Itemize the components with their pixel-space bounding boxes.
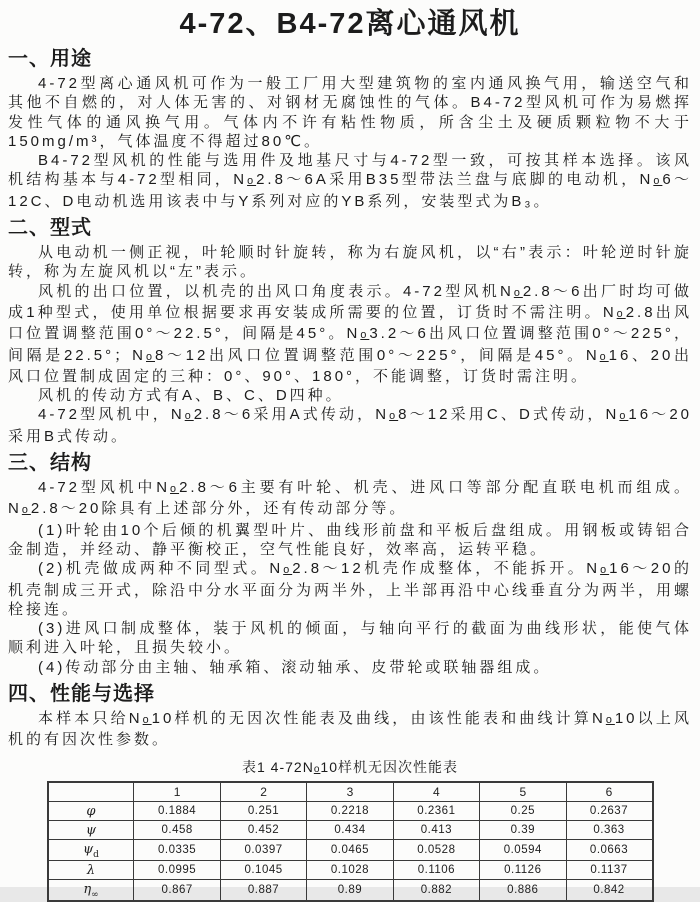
numero-sign: No: [128, 710, 152, 728]
paragraph: B4-72型风机的性能与选用件及地基尺寸与4-72型一致，可按其样本选择。该风机结构基本与4-72型相同，No2.8～6A采用B35型带法兰盘与底脚的电动机，No6～12C、D电动机选用该表中与Y系列对应的YB系列，安装型式为B₃。: [8, 152, 693, 210]
numero-sign: No: [591, 710, 615, 728]
column-header: 5: [480, 782, 566, 802]
paragraph: (2)机壳做成两种不同型式。No2.8～12机壳作成整体，不能拆开。No16～20的机壳制成三开式，除沿中分水平面分为两半外，上半部再沿中心线垂直分为两半，用螺栓接连。: [8, 560, 693, 618]
value-cell: 0.0528: [393, 839, 479, 860]
numero-sign: No: [639, 171, 663, 189]
section-heading-2: 二、型式: [8, 217, 92, 240]
value-cell: 0.0397: [220, 839, 306, 860]
table-body: [48, 801, 653, 901]
value-cell: 0.39: [480, 820, 566, 839]
value-cell: 0.1126: [480, 860, 566, 879]
paragraph: 4-72型离心通风机可作为一般工厂用大型建筑物的室内通风换气用，输送空气和其他不自燃的，对人体无害的、对钢材无腐蚀性的气体。B4-72型风机可作为易燃挥发性气体的通风换气用。气体内不许有粘性物质，所含尘土及硬质颗粒物不大于150mg/m³，气体温度不得超过80℃。: [8, 75, 692, 150]
table-row: [48, 820, 653, 839]
numero-sign: No: [8, 500, 31, 518]
numero-sign: No: [156, 479, 180, 497]
paragraph: 风机的传动方式有A、B、C、D四种。: [38, 387, 344, 405]
value-cell: 0.1045: [220, 860, 306, 879]
value-cell: 0.0995: [134, 860, 220, 879]
value-cell: 0.25: [480, 801, 566, 820]
numero-sign: No: [132, 346, 156, 364]
table-row: [48, 860, 653, 879]
value-cell: 0.413: [393, 820, 479, 839]
value-cell: 0.1028: [307, 860, 393, 879]
numero-sign: No: [233, 171, 257, 189]
table-head: [48, 782, 653, 802]
numero-sign: No: [499, 282, 523, 300]
row-label: [48, 879, 134, 901]
paragraph: (1)叶轮由10个后倾的机翼型叶片、曲线形前盘和平板后盘组成。用钢板或铸铝合金制造，并经动、静平衡校正，空气性能良好，效率高，运转平稳。: [8, 521, 692, 558]
symbol-subscript: ∞: [91, 889, 99, 900]
paragraph: (3)进风口制成整体，装于风机的倾面，与轴向平行的截面为曲线形状，能使气体顺利进入叶轮，且损失较小。: [8, 620, 692, 657]
numero-sign: No: [302, 758, 321, 775]
row-label: [48, 820, 134, 839]
paragraph: 风机的出口位置，以机壳的出风口角度表示。4-72型风机No2.8～6出厂时均可做成1种型式，使用单位根据要求再安装成所需要的位置，订货时不需注明。No2.8出风口位置调整范围0°～22.5°，间隔是45°。No3.2～6出风口位置调整范围0°～225°，间隔是22.5°；No8～12出风口位置调整范围0°～225°，间隔是45°。No16、20出风口位置制成固定的三种：0°、90°、180°，不能调整，订货时需注明。: [8, 282, 692, 385]
value-cell: 0.1137: [566, 860, 652, 879]
greek-symbol: ψ: [82, 841, 94, 857]
value-cell: 0.251: [220, 801, 306, 820]
value-cell: 0.867: [134, 879, 220, 901]
greek-symbol: φ: [86, 803, 96, 819]
value-cell: 0.886: [480, 879, 566, 901]
value-cell: 0.434: [307, 820, 393, 839]
numero-sign: No: [605, 406, 629, 424]
document-body: [8, 47, 692, 750]
numero-sign: No: [375, 406, 399, 424]
value-cell: 0.89: [307, 879, 393, 901]
paragraph: (4)传动部分由主轴、轴承箱、滚动轴承、皮带轮或联轴器组成。: [38, 658, 552, 676]
table-caption: 表1 4-72No10样机无因次性能表: [241, 758, 458, 775]
symbol-subscript: d: [93, 849, 99, 860]
numero-sign: No: [346, 325, 370, 343]
value-cell: 0.452: [220, 820, 306, 839]
numero-sign: No: [585, 346, 609, 364]
numero-sign: No: [170, 406, 194, 424]
value-cell: 0.0335: [134, 839, 220, 860]
greek-symbol: ψ: [85, 822, 97, 838]
value-cell: 0.882: [393, 879, 479, 901]
table-row: [48, 801, 653, 820]
row-label: [48, 839, 134, 860]
value-cell: 0.0594: [480, 839, 566, 860]
value-cell: 0.2361: [393, 801, 479, 820]
column-header: 3: [307, 782, 393, 802]
table-row: [48, 839, 653, 860]
value-cell: 0.887: [220, 879, 306, 901]
value-cell: 0.2637: [566, 801, 652, 820]
paragraph: 本样本只给No10样机的无因次性能表及曲线，由该性能表和曲线计算No10以上风机的有因次性参数。: [8, 710, 692, 749]
greek-symbol: λ: [86, 862, 96, 878]
table-header-row: [48, 782, 653, 802]
section-heading-3: 三、结构: [8, 452, 92, 475]
document-title: 4-72、B4-72离心通风机: [179, 8, 521, 40]
column-header: 6: [566, 782, 652, 802]
numero-sign: No: [586, 560, 610, 578]
section-heading-1: 一、用途: [8, 48, 92, 70]
value-cell: 0.1884: [134, 801, 220, 820]
greek-symbol: η: [83, 881, 92, 897]
value-cell: 0.0465: [307, 839, 393, 860]
row-label: [48, 860, 134, 879]
paragraph: 4-72型风机中，No2.8～6采用A式传动，No8～12采用C、D式传动，No16～20采用B式传动。: [8, 406, 693, 445]
column-header: [48, 782, 134, 802]
column-header: 2: [220, 782, 306, 802]
table-row: [48, 879, 653, 901]
column-header: 1: [134, 782, 220, 802]
row-label: [48, 801, 134, 820]
value-cell: 0.1106: [393, 860, 479, 879]
numero-sign: No: [602, 303, 626, 321]
value-cell: 0.363: [566, 820, 652, 839]
value-cell: 0.458: [134, 820, 220, 839]
value-cell: 0.842: [566, 879, 652, 901]
paragraph: 4-72型风机中No2.8～6主要有叶轮、机壳、进风口等部分配直联电机而组成。No2.8～20除具有上述部分外，还有传动部分等。: [8, 479, 692, 518]
value-cell: 0.0663: [566, 839, 652, 860]
paragraph: 从电动机一侧正视，叶轮顺时针旋转，称为右旋风机，以“右”表示：叶轮逆时针旋转，称为左旋风机以“左”表示。: [8, 244, 692, 281]
section-heading-4: 四、性能与选择: [8, 683, 155, 706]
value-cell: 0.2218: [307, 801, 393, 820]
numero-sign: No: [269, 560, 293, 578]
column-header: 4: [393, 782, 479, 802]
performance-table: [47, 781, 654, 902]
